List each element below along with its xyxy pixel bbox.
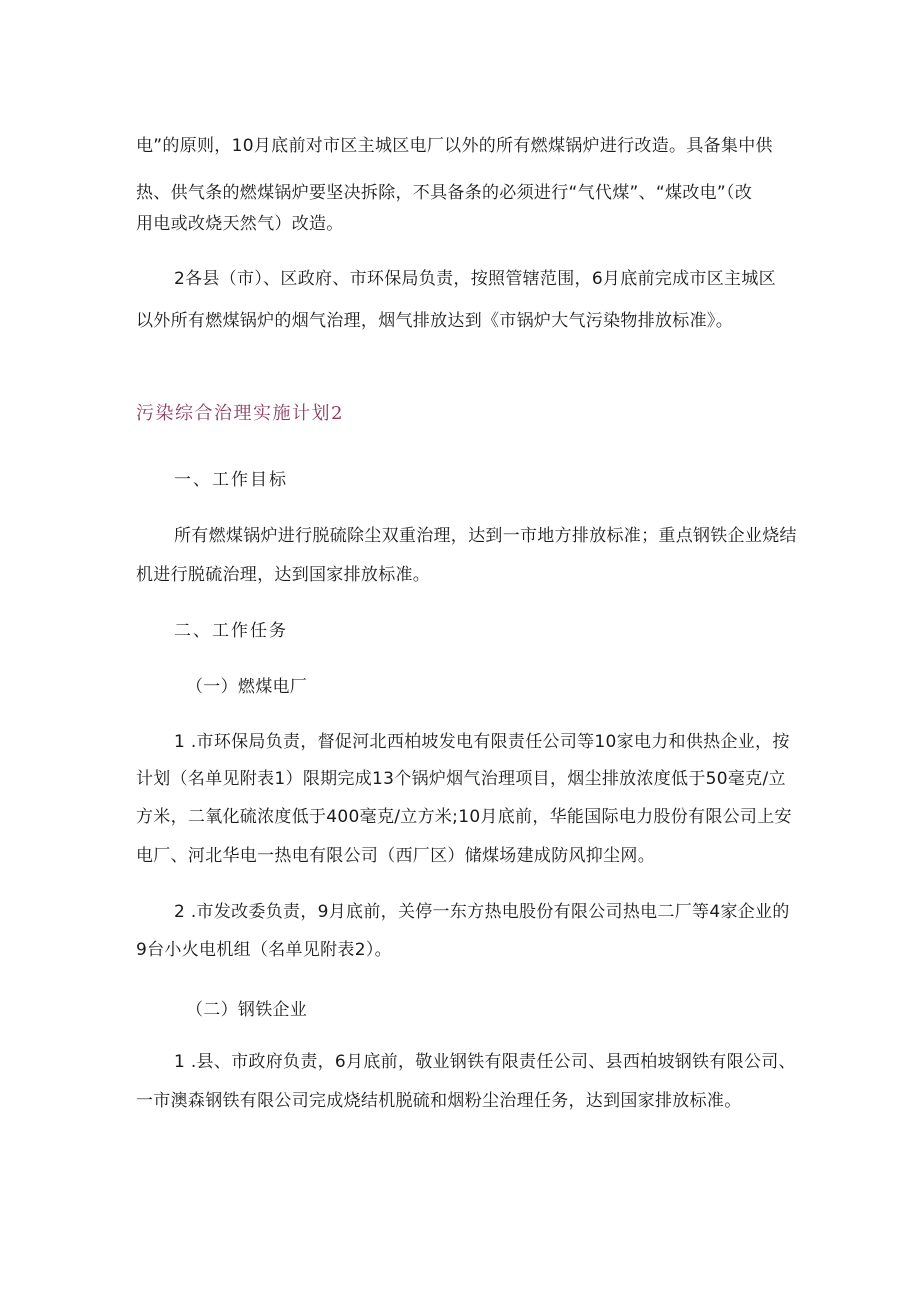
paragraph-line: 1 .县、市政府负责，6月底前，敬业钢铁有限责任公司、县西柏坡钢铁有限公司、 [174,1052,796,1072]
paragraph-line: 一市澳森钢铁有限公司完成烧结机脱硫和烟粉尘治理任务，达到国家排放标准。 [136,1091,742,1111]
paragraph-line: 用电或改烧天然气）改造。 [136,214,344,234]
paragraph-line: 9台小火电机组（名单见附表2）。 [136,940,392,960]
paragraph-line: 机进行脱硫治理，达到国家排放标准。 [136,565,431,585]
paragraph-line: 方米，二氧化硫浓度低于400毫克/立方米;10月底前，华能国际电力股份有限公司上安 [136,807,792,827]
paragraph-line: 计划（名单见附表1）限期完成13个锅炉烟气治理项目，烟尘排放浓度低于50毫克/立 [136,769,786,789]
section-heading: 二、工作任务 [174,621,288,641]
paragraph-line: 电”的原则，10月底前对市区主城区电厂以外的所有燃煤锅炉进行改造。具备集中供 [136,136,773,156]
paragraph-line: 热、供气条的燃煤锅炉要坚决拆除，不具备条的必须进行“气代煤”、“煤改电”（改 [136,183,753,203]
subsection-heading: （一）燃煤电厂 [186,677,308,697]
section-heading: 一、工作目标 [174,470,288,490]
paragraph-line: 所有燃煤锅炉进行脱硫除尘双重治理，达到一市地方排放标准；重点钢铁企业烧结 [174,526,797,546]
paragraph-line: 以外所有燃煤锅炉的烟气治理，烟气排放达到《市锅炉大气污染物排放标准》。 [136,311,733,331]
subsection-heading: （二）钢铁企业 [186,1000,308,1020]
document-title: 污染综合治理实施计划2 [136,403,344,424]
paragraph-line: 电厂、河北华电一热电有限公司（西厂区）储煤场建成防风抑尘网。 [136,846,655,866]
paragraph-line: 2各县（市）、区政府、市环保局负责，按照管辖范围，6月底前完成市区主城区 [174,269,776,289]
paragraph-line: 1 .市环保局负责，督促河北西柏坡发电有限责任公司等10家电力和供热企业，按 [174,732,790,752]
paragraph-line: 2 .市发改委负责，9月底前，关停一东方热电股份有限公司热电二厂等4家企业的 [174,902,790,922]
